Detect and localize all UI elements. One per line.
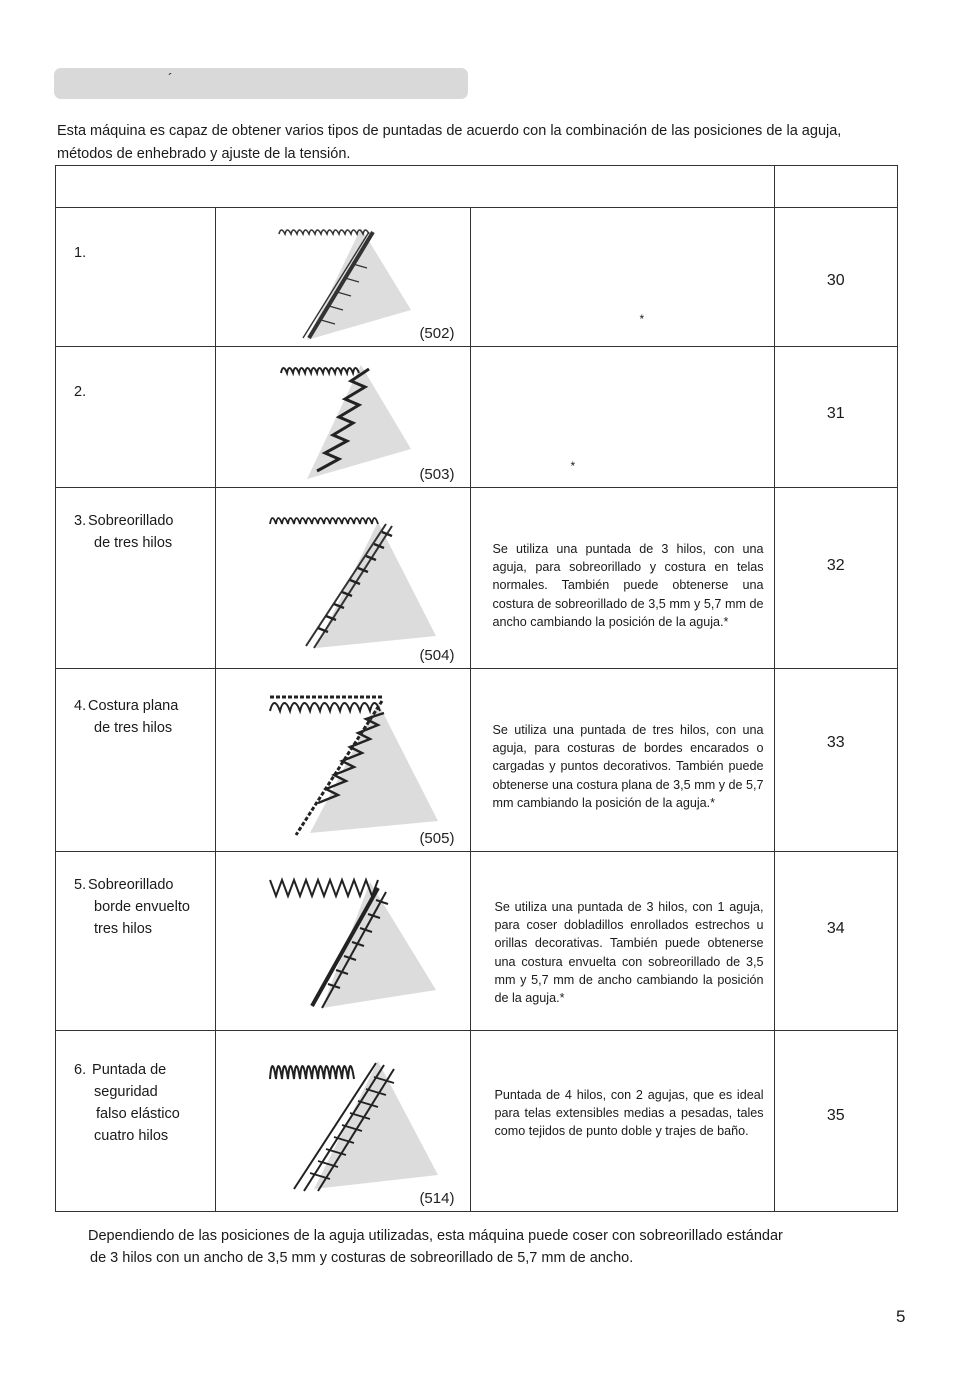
stitch-name-line: Puntada de <box>92 1062 167 1078</box>
stitch-description: Se utiliza una puntada de 3 hilos, con una aguja, para sobreorillado y costura en telas normales. También puede obtenerse una costura de sobreorillado de 3,5 mm y 5,7 mm de ancho cambiando la posición de la aguja.* <box>492 542 764 629</box>
stitch-description-cell <box>471 852 774 1031</box>
footnote-asterisk: * <box>570 459 576 473</box>
page-ref-cell <box>774 852 897 1031</box>
table-row <box>56 852 898 1031</box>
page-ref-cell <box>774 488 897 669</box>
stitch-description: Puntada de 4 hilos, con 2 agujas, que es ideal para telas extensibles medias a pesadas, tales como tejidos de punto doble y trajes de baño. <box>494 1088 764 1139</box>
table-row <box>56 347 898 488</box>
page-ref: 31 <box>826 405 845 422</box>
stitch-description-cell <box>471 208 774 347</box>
stitch-table <box>55 165 898 1212</box>
table-row <box>56 208 898 347</box>
section-title-banner <box>54 68 468 99</box>
page-ref: 33 <box>826 734 845 751</box>
page-ref: 34 <box>826 920 845 937</box>
stitch-number: 1. <box>74 245 87 261</box>
footnote-line-2: de 3 hilos con un ancho de 3,5 mm y costuras de sobreorillado de 5,7 mm de ancho. <box>90 1250 634 1266</box>
stitch-name-line: Sobreorillado <box>88 513 174 529</box>
stitch-figure-cell <box>215 852 471 1031</box>
stitch-name-line: cuatro hilos <box>94 1128 169 1144</box>
stitch-name-line: borde envuelto <box>94 899 190 915</box>
stitch-description-cell <box>471 1031 774 1212</box>
table-row <box>56 1031 898 1212</box>
stitch-number: 6. <box>74 1062 87 1078</box>
page-ref: 35 <box>826 1107 845 1124</box>
stitch-number: 3. <box>74 513 87 529</box>
page-ref-cell <box>774 208 897 347</box>
stitch-figure-cell <box>215 347 471 488</box>
stitch-name-line: falso elástico <box>96 1106 180 1122</box>
stitch-name-line: Sobreorillado <box>88 877 174 893</box>
stitch-name-cell <box>56 669 216 852</box>
page-ref-cell <box>774 669 897 852</box>
stitch-code: (503) <box>419 466 455 483</box>
header-stitch-cell <box>56 166 775 208</box>
stitch-description-cell <box>471 347 774 488</box>
stitch-name-cell <box>56 488 216 669</box>
stitch-figure-cell <box>215 488 471 669</box>
stitch-name-line: de tres hilos <box>94 720 173 736</box>
stitch-name-line: seguridad <box>94 1084 158 1100</box>
banner-accent-mark: ´ <box>168 70 173 86</box>
table-header-row <box>56 166 898 208</box>
header-page-cell <box>774 166 897 208</box>
stitch-code: (504) <box>419 647 455 664</box>
stitch-description: Se utiliza una puntada de tres hilos, con una aguja, para costuras de bordes encarados o cargadas y puntos decorativos. También puede obtenerse una costura plana de 3,5 mm y de 5,7 mm cambiando la posición de la aguja.* <box>492 723 764 810</box>
stitch-illustration <box>266 689 466 839</box>
stitch-illustration <box>266 506 466 654</box>
footnote-line-1: Dependiendo de las posiciones de la aguja utilizadas, esta máquina puede coser con sobreorillado estándar <box>88 1228 783 1244</box>
table-row <box>56 488 898 669</box>
stitch-figure-cell <box>215 669 471 852</box>
stitch-number: 5. <box>74 877 87 893</box>
stitch-name-line: tres hilos <box>94 921 153 937</box>
stitch-figure-cell <box>215 1031 471 1212</box>
stitch-description: Se utiliza una puntada de 3 hilos, con 1 aguja, para coser dobladillos enrollados estrechos u orillas decorativas. También puede obtenerse una costura envuelta con sobreorillado de 3,5 mm y 5,7 mm de ancho cambiando la posición de la aguja.* <box>494 900 764 1006</box>
stitch-name-line: de tres hilos <box>94 535 173 551</box>
page-ref: 32 <box>826 557 845 574</box>
stitch-illustration <box>266 1049 466 1199</box>
stitch-illustration <box>261 214 421 342</box>
footnote <box>88 1225 898 1269</box>
stitch-number: 2. <box>74 384 87 400</box>
footnote-asterisk: * <box>639 312 645 326</box>
stitch-figure-cell <box>215 208 471 347</box>
page-ref: 30 <box>826 272 845 289</box>
stitch-code: (505) <box>419 830 455 847</box>
stitch-description-cell <box>471 488 774 669</box>
stitch-name-line: Costura plana <box>88 698 179 714</box>
stitch-name-cell <box>56 208 216 347</box>
page-number: 5 <box>896 1307 906 1326</box>
stitch-name-cell <box>56 347 216 488</box>
stitch-code: (514) <box>419 1190 455 1207</box>
page-ref-cell <box>774 1031 897 1212</box>
stitch-name-cell <box>56 852 216 1031</box>
intro-paragraph: Esta máquina es capaz de obtener varios tipos de puntadas de acuerdo con la combinación de las posiciones de la aguja, métodos de enhebrado y ajuste de la tensión. <box>57 123 842 162</box>
stitch-number: 4. <box>74 698 87 714</box>
stitch-illustration <box>261 353 421 481</box>
table-row <box>56 669 898 852</box>
stitch-description-cell <box>471 669 774 852</box>
stitch-illustration <box>266 870 466 1015</box>
page-ref-cell <box>774 347 897 488</box>
stitch-code: (502) <box>419 325 455 342</box>
stitch-name-cell <box>56 1031 216 1212</box>
